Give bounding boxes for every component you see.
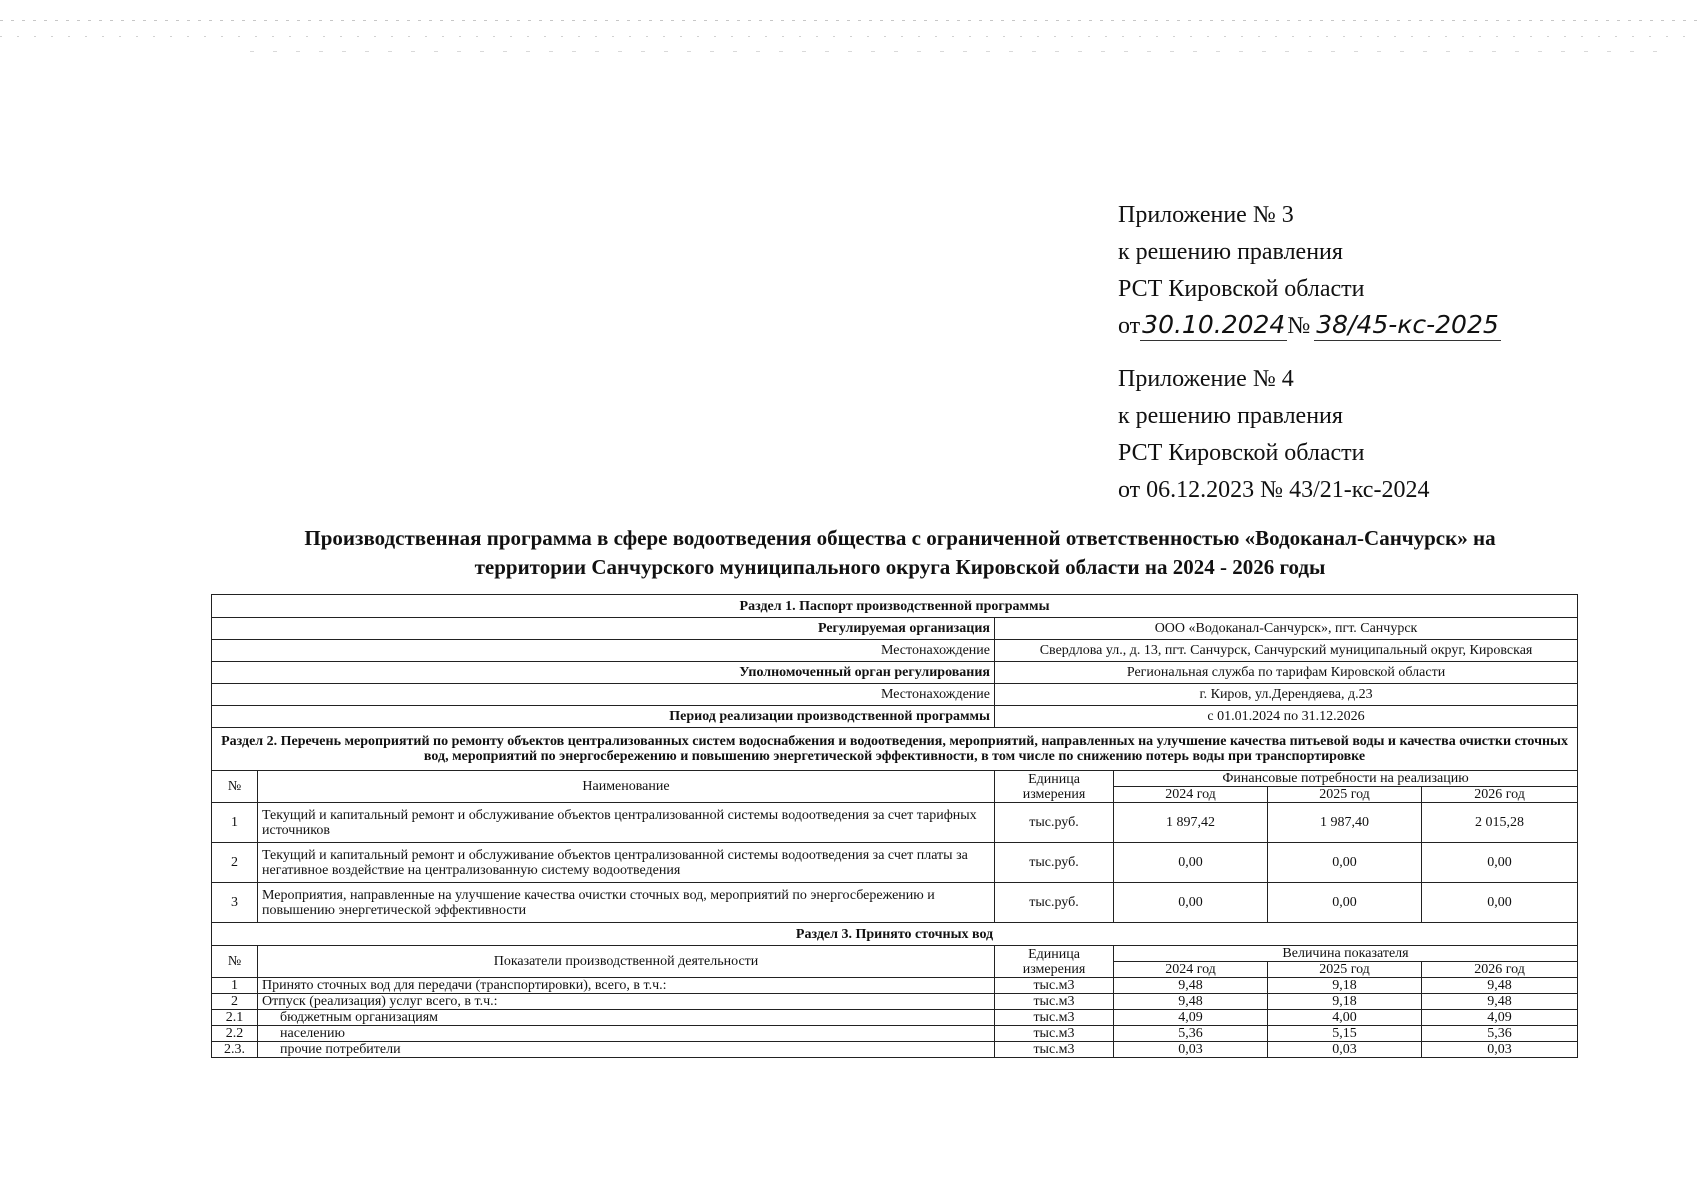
section2-year: 2024 год xyxy=(1114,787,1268,803)
section3-year: 2026 год xyxy=(1422,962,1578,978)
section3-value-2026: 5,36 xyxy=(1422,1026,1578,1042)
section2-value-2025: 1 987,40 xyxy=(1268,803,1422,843)
section3-row-unit: тыс.м3 xyxy=(995,1042,1114,1058)
appendix-3-block xyxy=(1118,197,1501,345)
section2-row-name: Мероприятия, направленные на улучшение качества очистки сточных вод, мероприятий по энергосбережению и повышению энергетической эффективности xyxy=(258,883,995,923)
document-title-line-2: территории Санчурского муниципального округа Кировской области на 2024 - 2026 годы xyxy=(474,555,1326,579)
section3-value-2026: 9,48 xyxy=(1422,978,1578,994)
section3-year: 2025 год xyxy=(1268,962,1422,978)
section3-col-name: Показатели производственной деятельности xyxy=(258,946,995,978)
appendix-4-authority: РСТ Кировской области xyxy=(1118,440,1365,466)
appendix-3-no: № xyxy=(1287,313,1311,339)
section3-row-unit: тыс.м3 xyxy=(995,1026,1114,1042)
section3-row-unit: тыс.м3 xyxy=(995,1010,1114,1026)
section3-row-no: 1 xyxy=(212,978,258,994)
section2-col-name: Наименование xyxy=(258,771,995,803)
section2-value-2025: 0,00 xyxy=(1268,883,1422,923)
section2-row-name: Текущий и капитальный ремонт и обслуживание объектов централизованной системы водоотведения за счет платы за негативное воздействие на централизованную систему водоотведения xyxy=(258,843,995,883)
section2-col-fin: Финансовые потребности на реализацию xyxy=(1114,771,1578,787)
section3-row xyxy=(212,978,1578,994)
section3-value-2025: 0,03 xyxy=(1268,1042,1422,1058)
section2-row-unit: тыс.руб. xyxy=(995,803,1114,843)
section3-value-2026: 9,48 xyxy=(1422,994,1578,1010)
section1-value: Свердлова ул., д. 13, пгт. Санчурск, Санчурский муниципальный округ, Кировская xyxy=(995,640,1578,662)
section3-row xyxy=(212,1026,1578,1042)
section3-col-unit: Единица измерения xyxy=(995,946,1114,978)
section2-year: 2026 год xyxy=(1422,787,1578,803)
scan-noise xyxy=(0,14,1697,60)
section3-row-name: Отпуск (реализация) услуг всего, в т.ч.: xyxy=(258,994,995,1010)
section1-header-row xyxy=(212,595,1578,618)
section3-row-no: 2.2 xyxy=(212,1026,258,1042)
section2-row xyxy=(212,883,1578,923)
section2-value-2024: 1 897,42 xyxy=(1114,803,1268,843)
section2-row-unit: тыс.руб. xyxy=(995,883,1114,923)
section3-value-2025: 9,18 xyxy=(1268,994,1422,1010)
section3-column-header-row xyxy=(212,946,1578,962)
section3-row-unit: тыс.м3 xyxy=(995,994,1114,1010)
section1-label: Регулируемая организация xyxy=(212,618,995,640)
section2-row-no: 1 xyxy=(212,803,258,843)
appendix-3-authority: РСТ Кировской области xyxy=(1118,276,1365,302)
section1-row xyxy=(212,618,1578,640)
section1-row xyxy=(212,684,1578,706)
section1-label: Местонахождение xyxy=(212,640,995,662)
section1-row xyxy=(212,640,1578,662)
section3-value-2024: 9,48 xyxy=(1114,978,1268,994)
section1-value: г. Киров, ул.Дерендяева, д.23 xyxy=(995,684,1578,706)
section2-value-2026: 2 015,28 xyxy=(1422,803,1578,843)
section1-value: ООО «Водоканал-Санчурск», пгт. Санчурск xyxy=(995,618,1578,640)
section3-header-row xyxy=(212,923,1578,946)
document-title-line-1: Производственная программа в сфере водоотведения общества с ограниченной ответственностью «Водоканал-Санчурск» на xyxy=(304,526,1496,550)
document-title xyxy=(200,524,1600,582)
appendix-3-handwritten-number: 38/45-кс-2025 xyxy=(1316,310,1499,339)
section3-value-2025: 4,00 xyxy=(1268,1010,1422,1026)
section3-col-no: № xyxy=(212,946,258,978)
section2-row-unit: тыс.руб. xyxy=(995,843,1114,883)
section2-value-2026: 0,00 xyxy=(1422,883,1578,923)
appendix-4-title: Приложение № 4 xyxy=(1118,366,1294,392)
section3-row-name: Принято сточных вод для передачи (транспортировки), всего, в т.ч.: xyxy=(258,978,995,994)
section2-value-2026: 0,00 xyxy=(1422,843,1578,883)
appendix-4-block xyxy=(1118,361,1429,509)
section3-row-no: 2.1 xyxy=(212,1010,258,1026)
section1-header: Раздел 1. Паспорт производственной программы xyxy=(212,595,1578,618)
section3-row xyxy=(212,1042,1578,1058)
section3-row-name: бюджетным организациям xyxy=(258,1010,995,1026)
section2-column-header-row xyxy=(212,771,1578,787)
section1-label: Уполномоченный орган регулирования xyxy=(212,662,995,684)
section2-row xyxy=(212,843,1578,883)
section1-value: с 01.01.2024 по 31.12.2026 xyxy=(995,706,1578,728)
appendix-3-date-line xyxy=(1118,308,1501,345)
section3-year: 2024 год xyxy=(1114,962,1268,978)
section3-value-2024: 9,48 xyxy=(1114,994,1268,1010)
program-table xyxy=(211,594,1578,1058)
section2-row-no: 3 xyxy=(212,883,258,923)
section1-label: Местонахождение xyxy=(212,684,995,706)
section3-row-no: 2 xyxy=(212,994,258,1010)
section3-value-2024: 5,36 xyxy=(1114,1026,1268,1042)
section3-value-2024: 0,03 xyxy=(1114,1042,1268,1058)
section3-value-2026: 0,03 xyxy=(1422,1042,1578,1058)
section1-label: Период реализации производственной программы xyxy=(212,706,995,728)
section2-value-2024: 0,00 xyxy=(1114,883,1268,923)
section3-value-2025: 5,15 xyxy=(1268,1026,1422,1042)
section3-row-no: 2.3. xyxy=(212,1042,258,1058)
section2-row-name: Текущий и капитальный ремонт и обслуживание объектов централизованной системы водоотведения за счет тарифных источников xyxy=(258,803,995,843)
section2-col-no: № xyxy=(212,771,258,803)
section2-header-row xyxy=(212,728,1578,771)
appendix-4-decision: к решению правления xyxy=(1118,403,1343,429)
appendix-3-from: от xyxy=(1118,313,1141,339)
section3-row-name: прочие потребители xyxy=(258,1042,995,1058)
section3-value-2026: 4,09 xyxy=(1422,1010,1578,1026)
section2-value-2025: 0,00 xyxy=(1268,843,1422,883)
section2-row-no: 2 xyxy=(212,843,258,883)
appendix-3-handwritten-date: 30.10.2024 xyxy=(1142,310,1286,339)
section1-value: Региональная служба по тарифам Кировской области xyxy=(995,662,1578,684)
section3-value-2024: 4,09 xyxy=(1114,1010,1268,1026)
section2-value-2024: 0,00 xyxy=(1114,843,1268,883)
section3-row-unit: тыс.м3 xyxy=(995,978,1114,994)
section2-row xyxy=(212,803,1578,843)
section3-row xyxy=(212,1010,1578,1026)
section2-col-unit: Единица измерения xyxy=(995,771,1114,803)
section3-col-val: Величина показателя xyxy=(1114,946,1578,962)
section1-row xyxy=(212,662,1578,684)
appendix-4-date-line: от 06.12.2023 № 43/21-кс-2024 xyxy=(1118,477,1430,503)
section2-header: Раздел 2. Перечень мероприятий по ремонту объектов централизованных систем водоснабжения и водоотведения, мероприятий, направленных на улучшение качества питьевой воды и качества очистки сточных вод, мероприятий по энергосбережению и повышению энергетической эффективности, в том числе по снижению потерь воды при транспортировке xyxy=(212,728,1578,771)
section3-row xyxy=(212,994,1578,1010)
section3-value-2025: 9,18 xyxy=(1268,978,1422,994)
section1-row xyxy=(212,706,1578,728)
section2-year: 2025 год xyxy=(1268,787,1422,803)
section3-row-name: населению xyxy=(258,1026,995,1042)
section3-header: Раздел 3. Принято сточных вод xyxy=(212,923,1578,946)
appendix-3-decision: к решению правления xyxy=(1118,239,1343,265)
appendix-3-title: Приложение № 3 xyxy=(1118,202,1294,228)
